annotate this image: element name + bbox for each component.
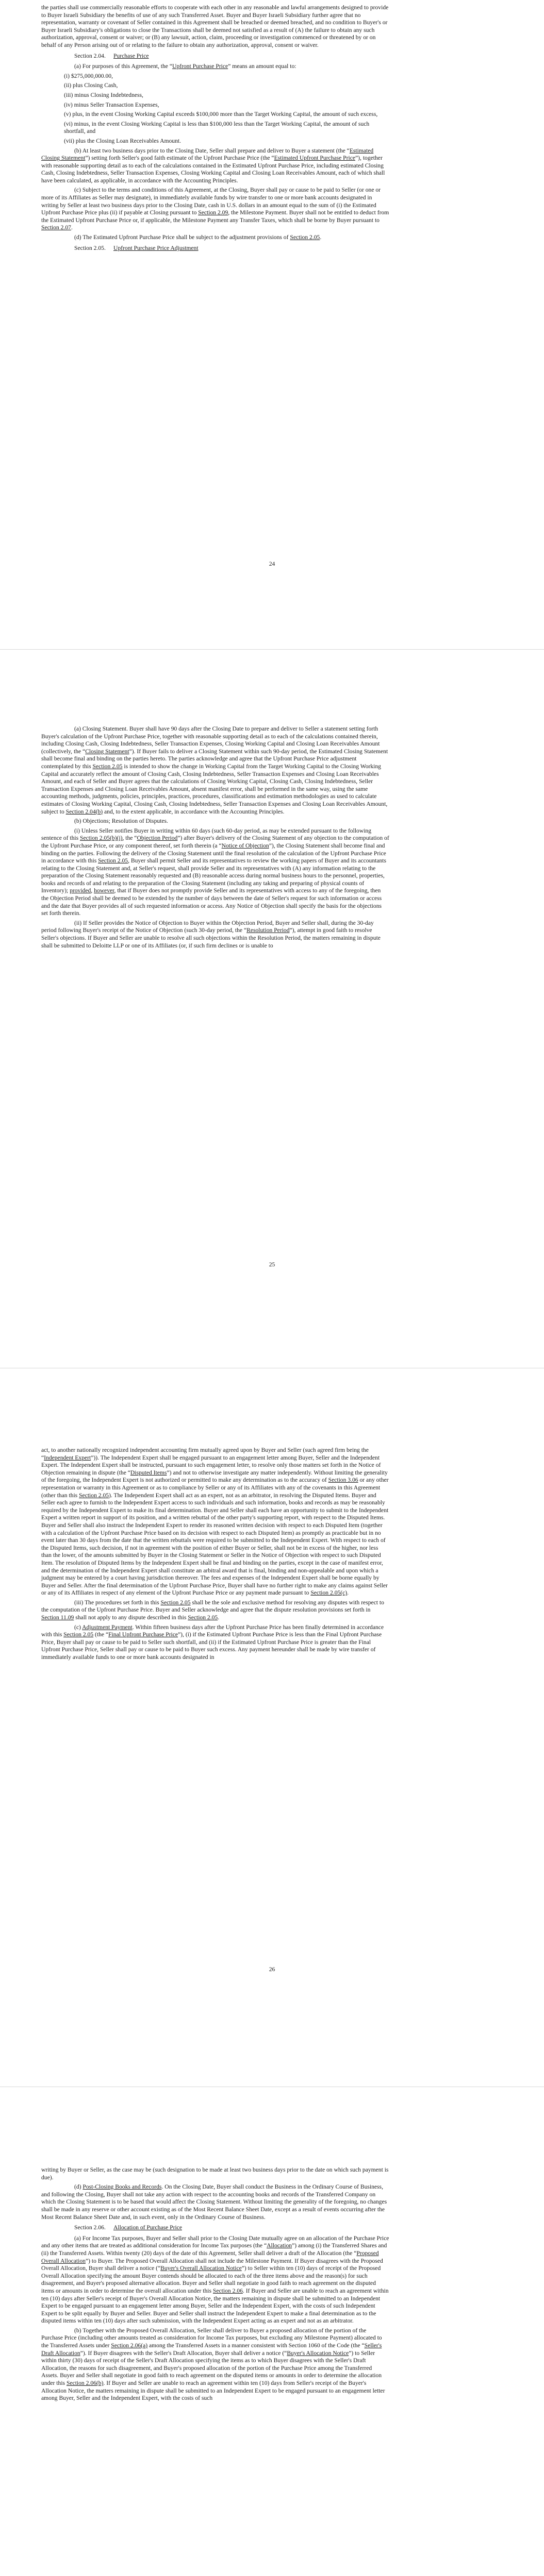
list-item: (iv) minus Seller Transaction Expenses,	[64, 101, 159, 108]
section-title: Purchase Price	[113, 52, 149, 59]
section-number: Section 2.06.	[74, 2224, 106, 2231]
section-title: Upfront Purchase Price Adjustment	[113, 244, 199, 251]
list-item: (iii) minus Closing Indebtedness,	[64, 91, 143, 98]
list-item: (vii) plus the Closing Loan Receivables Amount.	[64, 137, 182, 144]
paragraph: (a) For purposes of this Agreement, the “Upfront Purchase Price” means an amount equal to:	[74, 63, 296, 70]
list-item: (v) plus, in the event Closing Working Capital exceeds $100,000 more than the Target Working Capital, the amount of such excess,	[64, 111, 378, 118]
list-item: (ii) plus Closing Cash,	[64, 82, 118, 89]
section-number: Section 2.04.	[74, 52, 106, 59]
paragraph: (b) Objections; Resolution of Disputes.	[74, 818, 168, 825]
paragraph: (b) At least two business days prior to the Closing Date, Seller shall prepare and deliver to Buyer a statement (the “Estimated Closing Statement”) setting forth Seller's good faith estimate of the Upfront Purchase Price (the “Estimated Upfront Purchase Price”), together with reasonable supporting detail as to each of the calculations contained in the Estimated Upfront Purchase Price, including estimated Closing Cash, Closing Indebtedness, Seller Transaction Expenses, Closing Working Capital and Closing Loan Receivables Amount, each of which shall have been calculated, as applicable, in accordance with the Accounting Principles.	[41, 147, 385, 184]
list-item: (i) $275,000,000.00,	[64, 72, 113, 79]
paragraph: (a) Closing Statement. Buyer shall have 90 days after the Closing Date to prepare and deliver to Seller a statement setting forth Buyer's calculation of the Upfront Purchase Price, together with reasonable supporting detail as to each of the calculations contained therein, including Closing Cash, Closing Indebtedness, Seller Transaction Expenses, Closing Working Capital and Closing Loan Receivables Amount (collectively, the “Closing Statement”). If Buyer fails to deliver a Closing Statement within such 90-day period, the Estimated Closing Statement shall become final and binding on the parties hereto. The parties acknowledge and agree that the Upfront Purchase Price adjustment contemplated by this Section 2.05 is intended to show the change in Working Capital from the Target Working Capital to the Closing Working Capital and accurately reflect the amount of Closing Cash, Closing Indebtedness, Seller Transaction Expenses and Closing Loan Receivables Amount, and each of Seller and Buyer agrees that the calculations of Closing Working Capital, Closing Cash, Closing Indebtedness, Seller Transaction Expenses and Closing Loan Receivables Amount, absent manifest error, shall be performed in the same way, using the same accounting methods, judgments, policies, principles, practices, procedures, classifications and estimation methodologies as used to calculate estimates of Closing Working Capital, Closing Cash, Closing Indebtedness, Seller Transaction Expenses and Closing Loan Receivables Amount, subject to Section 2.04(b) and, to the extent applicable, in accordance with the Accounting Principles.	[41, 725, 388, 815]
page-24-text	[41, 4, 389, 255]
paragraph: (i) Unless Seller notifies Buyer in writing within 60 days (such 60-day period, as may be extended pursuant to the following sentence of this Section 2.05(b)(i), the “Objection Period”) after Buyer's delivery of the Closing Statement of any objection to the computation of the Upfront Purchase Price, or any component thereof, set forth therein (a “Notice of Objection”), the Closing Statement shall become final and binding on the parties. Following the delivery of the Closing Statement until the final resolution of the calculation of the Upfront Purchase Price in accordance with this Section 2.05, Buyer shall permit Seller and its representatives to review the working papers of Buyer and its accountants relating to the Closing Statement and, at Seller's request, shall provide Seller and its representatives with (A) any information relating to the preparation of the Closing Statement reasonably requested and (B) reasonable access during normal business hours to the personnel, properties, books and records of and relating to the preparation of the Closing Statement (including any taking and preparing of physical counts of Inventory); provided, however, that if Buyer does not promptly provide Seller and its representatives with access to any of the foregoing, then the Objection Period shall be deemed to be extended by the number of days between the date of Seller's request for such information or access and the date that Buyer provides all of such requested information or access. Any Notice of Objection shall specify the basis for the objections set forth therein.	[41, 827, 389, 917]
paragraph: (d) The Estimated Upfront Purchase Price shall be subject to the adjustment provisions of Section 2.05.	[74, 234, 322, 241]
list-item: (vi) minus, in the event Closing Working Capital is less than $100,000 less than the Target Working Capital, the amount of such shortfall, and	[64, 120, 370, 135]
paragraph: (iii) The procedures set forth in this Section 2.05 shall be the sole and exclusive method for resolving any disputes with respect to the computation of the Upfront Purchase Price. Buyer and Seller acknowledge and agree that the dispute resolution provisions set forth in Section 11.09 shall not apply to any dispute described in this Section 2.05.	[41, 1599, 384, 1621]
section-heading	[41, 245, 389, 252]
paragraph: (d) Post-Closing Books and Records. On the Closing Date, Buyer shall conduct the Business in the Ordinary Course of Business, and following the Closing, Buyer shall not take any action with respect to the accounting books and records of the Transferred Company on which the Closing Statement is to be based that would affect the Closing Statement. Without limiting the generality of the foregoing, no changes shall be made in any reserve or other account existing as of the Most Recent Balance Sheet Date, except as a result of events occurring after the Most Recent Balance Sheet Date and, in such event, only in the Ordinary Course of Business.	[41, 2183, 387, 2221]
page-number: 24	[269, 561, 275, 567]
page-26-text	[41, 1447, 389, 1664]
paragraph: (ii) If Seller provides the Notice of Objection to Buyer within the Objection Period, Buyer and Seller shall, during the 30-day period following Buyer's receipt of the Notice of Objection (such 30-day period, the “Resolution Period”), attempt in good faith to resolve Seller's objections. If Buyer and Seller are unable to resolve all such objections within the Resolution Period, the matters remaining in dispute shall be submitted to Deloitte LLP or one of its Affiliates (or, if such firm declines or is unable to	[41, 919, 381, 949]
page-number: 25	[269, 1261, 275, 1268]
page-25-text	[41, 725, 389, 952]
page-27-text	[41, 2166, 389, 2404]
paragraph: (a) For Income Tax purposes, Buyer and Seller shall prior to the Closing Date mutually agree on an allocation of the Purchase Price and any other items that are treated as additional consideration for Income Tax purposes (the “Allocation”) among (i) the Transferred Shares and (ii) the Transferred Assets. Within twenty (20) days of the date of this Agreement, Seller shall deliver a draft of the Allocation (the “Proposed Overall Allocation”) to Buyer. The Proposed Overall Allocation shall not include the Milestone Payment. If Buyer disagrees with the Proposed Overall Allocation, Buyer shall deliver a notice (“Buyer's Overall Allocation Notice”) to Seller within ten (10) days of receipt of the Proposed Overall Allocation specifying the amount Buyer contends should be allocated to each of the three items above and the reason(s) for such disagreement, and Buyer's proposed alternative allocation. Buyer and Seller shall negotiate in good faith to reach agreement on the disputed items or amounts in order to determine the overall allocation under this Section 2.06. If Buyer and Seller are unable to reach an agreement within ten (10) days after Seller's receipt of Buyer's Overall Allocation Notice, the matters remaining in dispute shall be submitted to an Independent Expert to be engaged pursuant to an engagement letter among Buyer, Seller and the Independent Expert, with the costs of such Independent Expert to be split equally by Buyer and Seller. Buyer and Seller shall instruct the Independent Expert to make a final determination as to the disputed items within ten (10) days after such submission, with the Independent Expert acting as an expert and not as an arbitrator.	[41, 2234, 389, 2325]
section-title: Allocation of Purchase Price	[113, 2224, 182, 2231]
paragraph: the parties shall use commercially reasonable efforts to cooperate with each other in any reasonable and lawful arrangements designed to provide to Buyer Israeli Subsidiary the benefits of use of any such Transferred Asset. Buyer and Buyer Israeli Subsidiary further agree that no representation, warranty or covenant of Seller contained in this Agreement shall be breached or deemed breached, and no condition to Buyer's or Buyer Israeli Subsidiary's obligations to close the Transactions shall be deemed not satisfied as a result of (A) the failure to obtain any such authorization, approval, consent or waiver; or (B) any lawsuit, action, claim, proceeding or investigation commenced or threatened by or on behalf of any Person arising out of or relating to the failure to obtain any authorization, approval, consent or waiver.	[41, 4, 389, 48]
section-number: Section 2.05.	[74, 244, 106, 251]
paragraph: (c) Adjustment Payment. Within fifteen business days after the Upfront Purchase Price has been finally determined in accordance with this Section 2.05 (the “Final Upfront Purchase Price”), (i) if the Estimated Upfront Purchase Price is less than the Final Upfront Purchase Price, Buyer shall pay or cause to be paid to Seller such shortfall, and (ii) if the Estimated Upfront Purchase Price is greater than the Final Upfront Purchase Price, Seller shall pay or cause to be paid to Buyer such excess. Any payment hereunder shall be made by wire transfer of immediately available funds to one or more bank accounts designated in	[41, 1623, 384, 1661]
paragraph: (c) Subject to the terms and conditions of this Agreement, at the Closing, Buyer shall pay or cause to be paid to Seller (or one or more of its Affiliates as Seller may designate), in immediately available funds by wire transfer to one or more bank accounts designated in writing by Seller at least two business days prior to the Closing Date, cash in U.S. dollars in an amount equal to the sum of (i) the Estimated Upfront Purchase Price plus (ii) if payable at Closing pursuant to Section 2.09, the Milestone Payment. Buyer shall not be entitled to deduct from the Estimated Upfront Purchase Price or, if applicable, the Milestone Payment any Transfer Taxes, which shall be borne by Buyer pursuant to Section 2.07.	[41, 187, 389, 231]
section-heading	[41, 2224, 389, 2232]
page-divider	[0, 649, 544, 650]
paragraph: (b) Together with the Proposed Overall Allocation, Seller shall deliver to Buyer a proposed allocation of the portion of the Purchase Price (including other amounts treated as consideration for Income Tax purposes, but excluding any Milestone Payment) allocated to the Transferred Assets under Section 2.06(a) among the Transferred Assets in a manner consistent with Section 1060 of the Code (the “Seller's Draft Allocation”). If Buyer disagrees with the Seller's Draft Allocation, Buyer shall deliver a notice (“Buyer's Allocation Notice”) to Seller within thirty (30) days of receipt of the Seller's Draft Allocation specifying the items as to which Buyer disagrees with the Seller's Draft Allocation, the reasons for such disagreement, and Buyer's proposed allocation of the portion of the Purchase Price among the Transferred Assets. Buyer and Seller shall negotiate in good faith to reach agreement on the disputed items or amounts in order to determine the allocation under this Section 2.06(b). If Buyer and Seller are unable to reach an agreement within ten (10) days from Seller's receipt of the Buyer's Allocation Notice, the matters remaining in dispute shall be submitted to an Independent Expert to be engaged pursuant to an engagement letter among Buyer, Seller and the Independent Expert, with the costs of such	[41, 2327, 385, 2402]
page-number: 26	[269, 1966, 275, 1973]
section-heading	[41, 53, 389, 60]
paragraph: writing by Buyer or Seller, as the case may be (such designation to be made at least two business days prior to the date on which such payment is due).	[41, 2166, 389, 2181]
paragraph: act, to another nationally recognized independent accounting firm mutually agreed upon by Buyer and Seller (such agreed firm being the “Independent Expert”)). The Independent Expert shall be engaged pursuant to an engagement letter among Buyer, Seller and the Independent Expert. The Independent Expert shall be instructed, pursuant to such engagement letter, to resolve only those matters set forth in the Notice of Objection remaining in dispute (the “Disputed Items”) and not to otherwise investigate any matter independently. Without limiting the generality of the foregoing, the Independent Expert is not authorized or permitted to make any determination as to the accuracy of Section 3.06 or any other representation or warranty in this Agreement or as to compliance by Seller or any of its Affiliates with any of the covenants in this Agreement (other than this Section 2.05). The Independent Expert shall act as an expert, not as an arbitrator, in resolving the Disputed Items. Buyer and Seller each agree to furnish to the Independent Expert access to such individuals and such information, books and records as may be reasonably required by the Independent Expert to make its final determination. Buyer and Seller shall each have an opportunity to submit to the Independent Expert a written report in support of its position, and a written rebuttal of the other party's supporting report, with respect to the Disputed Items. Buyer and Seller shall also instruct the Independent Expert to render its reasoned written decision with respect to each Disputed Item (together with a calculation of the Upfront Purchase Price based on its decision with respect to each Disputed Item) as promptly as practicable but in no event later than 30 days from the date that the written rebuttals were required to be submitted to the Independent Expert. With respect to each of the Disputed Items, such decision, if not in agreement with the position of either Buyer or Seller, shall not be in excess of the higher, nor less than the lower, of the amounts submitted by Buyer in the Closing Statement or Seller in the Notice of Objection with respect to such Disputed Item. The resolution of Disputed Items by the Independent Expert shall be final and binding on the parties, except in the case of manifest error, and the determination of the Independent Expert shall constitute an arbitral award that is final, binding and non-appealable and upon which a judgment may be entered by a court having jurisdiction thereover. The fees and expenses of the Independent Expert shall be borne equally by Buyer and Seller. After the final determination of the Upfront Purchase Price, Buyer shall have no further right to make any claims against Seller or any of its Affiliates in respect of any element of the Upfront Purchase Price or any payment made pursuant to Section 2.05(c).	[41, 1447, 389, 1597]
